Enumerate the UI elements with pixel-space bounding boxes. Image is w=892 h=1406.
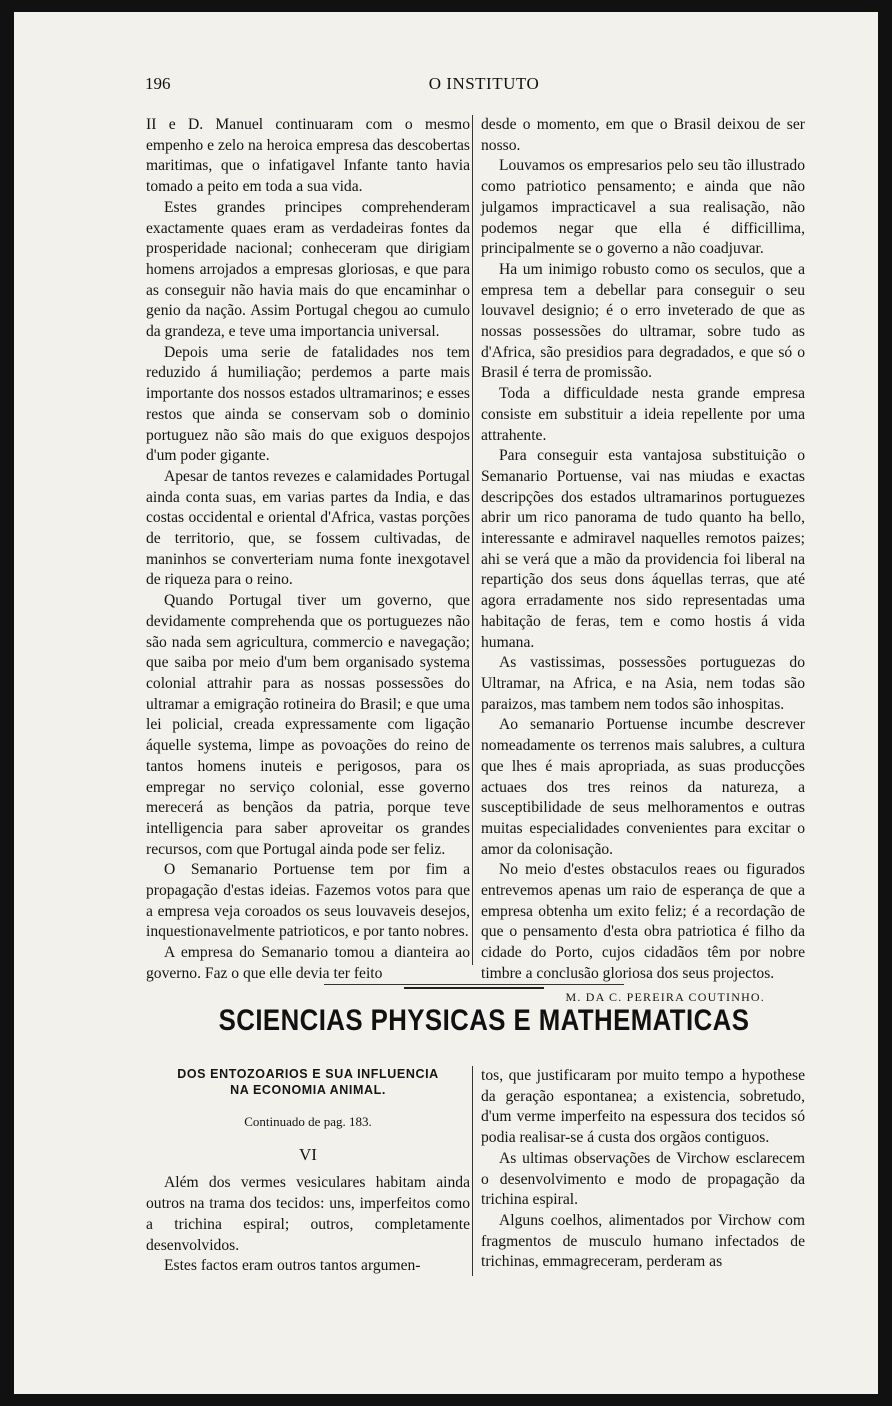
right-paragraph-1: desde o momento, em que o Brasil deixou de ser nosso. — [481, 116, 805, 154]
article-left-paragraph-2: Estes factos eram outros tantos argumen- — [164, 1257, 421, 1275]
running-head — [145, 74, 823, 98]
continued-note: Continuado de pag. 183. — [244, 1114, 372, 1129]
article-right-paragraph-2: As ultimas observações de Virchow esclarecem o desenvolvimento e modo de propagação da trichina espiral. — [481, 1149, 805, 1209]
left-paragraph-4: Apesar de tantos revezes e calamidades Portugal ainda conta suas, em varias partes da India, e das costas occidental e oriental d'Africa, vastas porções de territorio, que, se fossem cultivadas, de maninhos se converteriam numa fonte inexgotavel de riqueza para o reino. — [146, 467, 470, 589]
article-right-column — [481, 1066, 805, 1273]
right-column-top — [481, 115, 805, 1007]
section-separator-rule — [324, 984, 624, 990]
right-paragraph-6: As vastissimas, possessões portuguezas do Ultramar, na Africa, e na Asia, nem todas são paraizos, mas tambem nem todos são inhospitas. — [481, 654, 805, 713]
left-paragraph-6: O Semanario Portuense tem por fim a propagação d'estas ideias. Fazemos votos para que a empresa veja coroados os seus louvaveis desejos, inquestionavelmente patrioticos, e por tanto nobres. — [146, 861, 470, 941]
section-title: SCIENCIAS PHYSICAS E MATHEMATICAS — [218, 1004, 750, 1037]
article-right-paragraph-1: tos, que justificaram por muito tempo a hypothese da geração espontanea; a existencia, sobretudo, d'um verme imperfeito na espessura dos tecidos só podia realisar-se á custa dos orgãos contiguos. — [481, 1067, 805, 1147]
left-paragraph-1: II e D. Manuel continuaram com o mesmo empenho e zelo na heroica empresa das descobertas maritimas, que o infatigavel Infante tanto havia tomado a peito em toda a sua vida. — [146, 116, 470, 196]
journal-title: O INSTITUTO — [428, 74, 540, 93]
left-column-top — [146, 115, 470, 985]
column-divider-top — [472, 115, 473, 965]
article-title-line-2: NA ECONOMIA ANIMAL. — [230, 1083, 386, 1097]
left-paragraph-5: Quando Portugal tiver um governo, que devidamente comprehenda que os portuguezes não são nada sem agricultura, commercio e navegação; que saiba por meio d'um bem organisado systema colonial attrahir para as nossas possessões do ultramar a emigração rotineira do Brasil; e que uma lei policial, creada expressamente com ligação áquelle systema, limpe as povoações do reino de tantos homens inuteis e perigosos, para os empregar no serviço colonial, esse governo merecerá as bençãos da patria, porque teve intelligencia para saber aproveitar os grandes recursos, com que Portugal ainda pode ser feliz. — [146, 592, 470, 858]
scanned-page — [14, 12, 878, 1394]
column-divider-bottom — [472, 1066, 473, 1276]
article-right-paragraph-3: Alguns coelhos, alimentados por Virchow com fragmentos de musculo humano infectados de trichinas, emmagreceram, perderam as — [481, 1211, 805, 1271]
right-paragraph-4: Toda a difficuldade nesta grande empresa consiste em substituir a ideia repellente por uma attrahente. — [481, 385, 805, 444]
article-left-column — [146, 1066, 470, 1277]
right-paragraph-7: Ao semanario Portuense incumbe descrever nomeadamente os terrenos mais salubres, a cultura que lhes é mais apropriada, as suas producções actuaes dos tres reinos da natureza, a susceptibilidade de seus melhoramentos e outras muitas especialidades convenientes para excitar o amor da colonisação. — [481, 716, 805, 858]
left-paragraph-2: Estes grandes principes comprehenderam exactamente quaes eram as verdadeiras fontes da prosperidade nacional; conheceram que dirigiam homens arrojados a empresas gloriosas, e que para as conseguir não havia mais do que encaminhar o genio da nação. Assim Portugal chegou ao cumulo da grandeza, e teve uma importancia universal. — [146, 198, 470, 341]
left-paragraph-3: Depois uma serie de fatalidades nos tem reduzido á humiliação; perdemos a parte mais importante dos nossos estados ultramarinos; e esses restos que ainda se conservam sob o dominio portuguez não são mais do que exiguos despojos d'um poder gigante. — [146, 343, 470, 465]
right-paragraph-3: Ha um inimigo robusto como os seculos, que a empresa tem a debellar para conseguir o seu louvavel designio; é o erro inveterado de que as nossas possessões do ultramar, sobre tudo as d'Africa, são presidios para degradados, e que só o Brasil é terra de promissão. — [481, 260, 805, 382]
right-paragraph-5: Para conseguir esta vantajosa substituição o Semanario Portuense, vai nas miudas e exactas descripções dos estados ultramarinos portuguezes abrir um rico panorama de tudo quanto ha bello, interessante e admiravel naquelles remotos paizes; ahi se verá que a mão da providencia foi liberal na repartição dos seus dons áquellas terras, que até agora erradamente nos sido representadas uma habitação de feras, tem e como hostis á vida humana. — [481, 447, 805, 651]
left-paragraph-7: A empresa do Semanario tomou a dianteira ao governo. Faz o que elle devia ter feito — [146, 944, 470, 982]
page-number: 196 — [145, 74, 171, 93]
article-title-line-1: DOS ENTOZOARIOS E SUA INFLUENCIA — [177, 1067, 439, 1081]
article-left-paragraph-1: Além dos vermes vesiculares habitam ainda outros na trama dos tecidos: uns, imperfeitos como a trichina espiral; outros, completamente desenvolvidos. — [146, 1174, 470, 1254]
right-paragraph-2: Louvamos os empresarios pelo seu tão illustrado como patriotico pensamento; e ainda que não julgamos impracticavel a sua realisação, não podemos negar que ella é difficillima, principalmente se o governo a não coadjuvar. — [481, 157, 805, 258]
chapter-number: VI — [299, 1144, 317, 1164]
author-signature: M. DA C. PEREIRA COUTINHO. — [565, 989, 765, 1004]
right-paragraph-8: No meio d'estes obstaculos reaes ou figurados entrevemos apenas um raio de esperança de que a empresa obtenha um exito feliz; é a recordação de que o pensamento d'esta obra patriotica é filho da cidade do Porto, cujos cidadãos têm por nobre timbre a conclusão gloriosa dos seus projectos. — [481, 861, 805, 982]
article-title — [146, 1066, 470, 1098]
